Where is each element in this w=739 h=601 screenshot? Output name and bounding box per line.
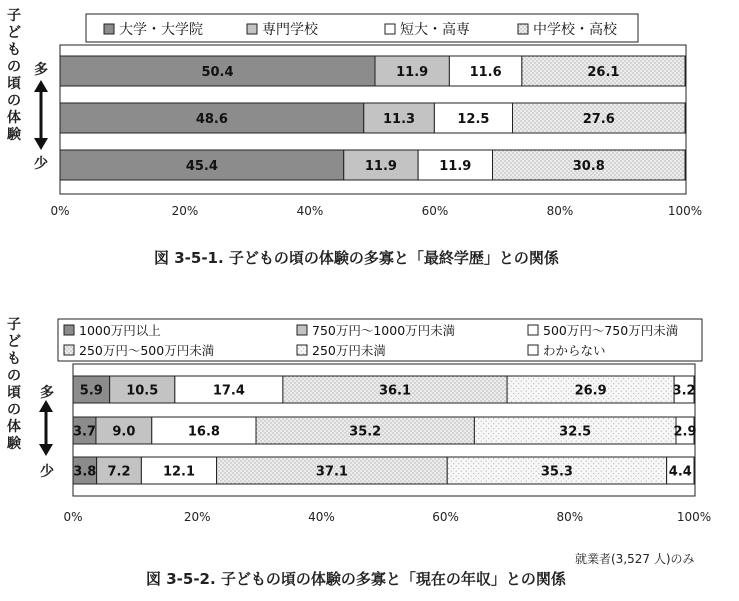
data-label: 26.1 bbox=[587, 65, 620, 80]
data-label: 35.3 bbox=[540, 464, 573, 480]
data-label: 36.1 bbox=[378, 383, 412, 399]
y-axis-label-char: 子 bbox=[7, 317, 21, 333]
data-label: 11.3 bbox=[383, 112, 416, 127]
data-label: 9.0 bbox=[112, 424, 136, 440]
y-axis-label-char: ど bbox=[7, 25, 21, 41]
data-label: 4.4 bbox=[668, 464, 692, 480]
y-axis-label-char: も bbox=[7, 351, 21, 367]
legend-entry: 専門学校 bbox=[262, 22, 318, 38]
legend-swatch bbox=[385, 24, 395, 34]
tick-label: 0% bbox=[50, 204, 70, 218]
legend-swatch bbox=[528, 325, 538, 335]
y-axis-label bbox=[6, 317, 21, 452]
y-axis-label-char: の bbox=[7, 402, 21, 418]
data-label: 7.2 bbox=[107, 464, 131, 480]
bars bbox=[60, 56, 685, 180]
data-label: 30.8 bbox=[572, 159, 605, 174]
data-label: 5.9 bbox=[79, 383, 103, 399]
y-axis-label-char: 体 bbox=[7, 110, 21, 126]
data-label: 10.5 bbox=[126, 383, 159, 399]
tick-label: 60% bbox=[432, 510, 459, 524]
legend-swatch bbox=[528, 345, 538, 355]
data-label: 48.6 bbox=[195, 112, 228, 127]
arrow-icon bbox=[34, 80, 48, 150]
y-axis-label-char: 子 bbox=[7, 8, 21, 24]
legend-entry: 短大・高専 bbox=[400, 22, 470, 38]
y-axis-label-char: ど bbox=[7, 334, 21, 350]
y-axis-label bbox=[6, 8, 21, 143]
tick-label: 80% bbox=[546, 204, 574, 218]
chart-note: 就業者(3,527 人)のみ bbox=[575, 552, 695, 566]
data-label: 3.8 bbox=[73, 464, 97, 480]
legend-entry: わからない bbox=[543, 343, 606, 358]
y-axis-label-char: 頃 bbox=[7, 76, 21, 92]
legend-swatch bbox=[297, 325, 307, 335]
chart-1 bbox=[6, 8, 702, 267]
data-label: 3.7 bbox=[72, 424, 96, 440]
data-label: 12.5 bbox=[457, 112, 490, 127]
legend-swatch bbox=[104, 24, 114, 34]
data-label: 50.4 bbox=[201, 65, 234, 80]
y-axis-label-char: 体 bbox=[7, 419, 21, 435]
data-label: 11.9 bbox=[439, 159, 472, 174]
legend-entry: 大学・大学院 bbox=[119, 22, 203, 38]
data-label: 35.2 bbox=[349, 424, 382, 440]
legend-swatch bbox=[64, 325, 74, 335]
data-label: 37.1 bbox=[315, 464, 348, 480]
tick-label: 40% bbox=[296, 204, 324, 218]
tick-label: 0% bbox=[63, 510, 83, 524]
legend-swatch bbox=[64, 345, 74, 355]
legend-entry: 250万円未満 bbox=[312, 343, 386, 358]
legend-swatch bbox=[247, 24, 257, 34]
tick-label: 20% bbox=[183, 510, 211, 524]
y-axis-label-char: 頃 bbox=[7, 385, 21, 401]
y-axis-label-char: の bbox=[7, 59, 21, 75]
tick-label: 80% bbox=[556, 510, 584, 524]
tick-label: 100% bbox=[676, 510, 712, 524]
data-label: 11.6 bbox=[469, 65, 502, 80]
data-label: 27.6 bbox=[582, 112, 615, 127]
y-axis-label-char: の bbox=[7, 368, 21, 384]
row-label-many: 多 bbox=[34, 62, 48, 78]
tick-label: 100% bbox=[667, 204, 703, 218]
legend-entry: 中学校・高校 bbox=[533, 22, 617, 38]
data-label: 32.5 bbox=[559, 424, 592, 440]
legend-swatch bbox=[297, 345, 307, 355]
data-label: 11.9 bbox=[396, 65, 429, 80]
y-axis-label-char: 験 bbox=[7, 436, 21, 452]
legend-entry: 750万円～1000万円未満 bbox=[312, 323, 456, 338]
bars bbox=[73, 376, 697, 484]
data-label: 16.8 bbox=[187, 424, 220, 440]
tick-label: 20% bbox=[171, 204, 199, 218]
chart-2 bbox=[6, 317, 711, 588]
y-axis-label-char: も bbox=[7, 42, 21, 58]
data-label: 12.1 bbox=[162, 464, 196, 480]
data-label: 17.4 bbox=[212, 383, 245, 399]
legend-entry: 500万円～750万円未満 bbox=[543, 323, 679, 338]
legend-entry: 250万円～500万円未満 bbox=[79, 343, 215, 358]
data-label: 45.4 bbox=[185, 159, 218, 174]
x-ticks bbox=[50, 204, 702, 218]
chart-caption: 図 3-5-1. 子どもの頃の体験の多寡と「最終学歴」との関係 bbox=[154, 249, 559, 267]
data-label: 3.2 bbox=[672, 383, 696, 399]
chart-caption: 図 3-5-2. 子どもの頃の体験の多寡と「現在の年収」との関係 bbox=[146, 570, 566, 588]
y-axis-label-char: 験 bbox=[7, 127, 21, 143]
x-ticks bbox=[63, 510, 711, 524]
row-label-few: 少 bbox=[40, 464, 54, 480]
arrow-icon bbox=[39, 400, 53, 456]
tick-label: 40% bbox=[308, 510, 335, 524]
y-axis-label-char: の bbox=[7, 93, 21, 109]
data-label: 11.9 bbox=[364, 159, 397, 174]
legend-swatch bbox=[518, 24, 528, 34]
tick-label: 60% bbox=[421, 204, 449, 218]
legend-entry: 1000万円以上 bbox=[79, 323, 161, 338]
row-label-few: 少 bbox=[34, 156, 48, 172]
row-label-many: 多 bbox=[40, 385, 54, 401]
data-label: 26.9 bbox=[574, 383, 607, 399]
data-label: 2.9 bbox=[673, 424, 697, 440]
